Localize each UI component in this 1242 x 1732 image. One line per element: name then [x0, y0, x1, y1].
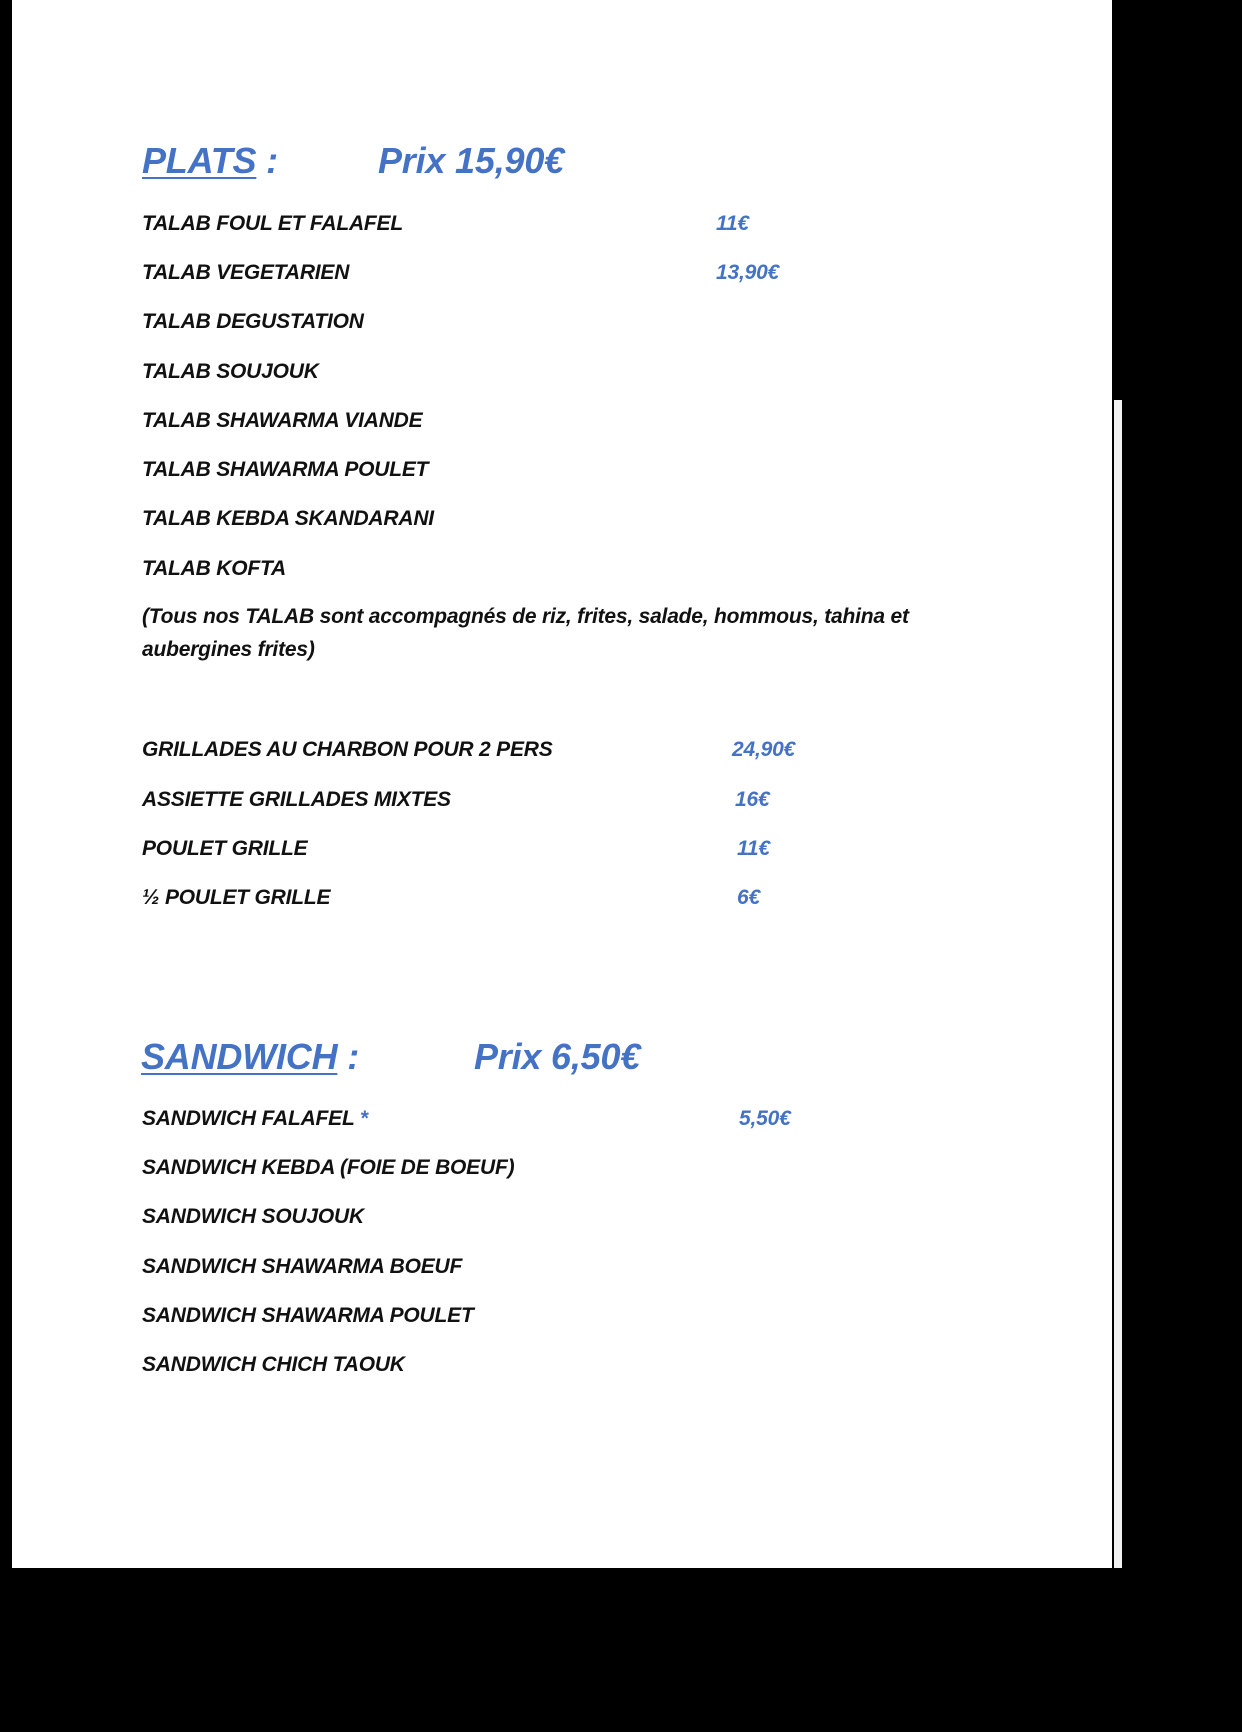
sandwich-heading — [141, 1036, 359, 1078]
plats-heading-label: PLATS — [142, 140, 257, 181]
grillade-item-name: ASSIETTE GRILLADES MIXTES — [142, 788, 451, 811]
sandwich-heading-colon: : — [337, 1036, 359, 1077]
plats-item-name: TALAB VEGETARIEN — [142, 261, 350, 284]
grillade-item-name: POULET GRILLE — [142, 837, 308, 860]
sandwich-item-name: SANDWICH KEBDA (FOIE DE BOEUF) — [142, 1156, 515, 1179]
plats-item-name: TALAB DEGUSTATION — [142, 310, 364, 333]
sandwich-item-name: SANDWICH SOUJOUK — [142, 1205, 364, 1228]
grillade-item-price: 16€ — [735, 788, 770, 811]
plats-item-price: 11€ — [716, 212, 749, 235]
plats-item-name: TALAB SHAWARMA POULET — [142, 458, 429, 481]
page-edge — [1112, 0, 1124, 1568]
grillade-item-name: GRILLADES AU CHARBON POUR 2 PERS — [142, 738, 553, 761]
sandwich-item-name: SANDWICH CHICH TAOUK — [142, 1353, 405, 1376]
asterisk-marker: * — [354, 1107, 368, 1130]
grillade-item-price: 11€ — [737, 837, 770, 860]
plats-note: (Tous nos TALAB sont accompagnés de riz, frites, salade, hommous, tahina et aubergines frites) — [142, 605, 909, 661]
plats-item-name: TALAB KOFTA — [142, 557, 286, 580]
menu-page — [12, 0, 1112, 1568]
plats-heading-colon: : — [256, 140, 278, 181]
plats-item-name: TALAB KEBDA SKANDARANI — [142, 507, 434, 530]
sandwich-item-label: SANDWICH FALAFEL — [142, 1107, 355, 1130]
plats-item-name: TALAB SHAWARMA VIANDE — [142, 409, 423, 432]
plats-heading-price: Prix 15,90€ — [378, 140, 564, 181]
sandwich-item-price: 5,50€ — [739, 1107, 791, 1130]
plats-item-price: 13,90€ — [716, 261, 780, 284]
sandwich-heading-price: Prix 6,50€ — [474, 1036, 641, 1077]
grillade-item-price: 6€ — [737, 886, 760, 909]
plats-heading — [142, 140, 278, 182]
page-edge-light — [1114, 400, 1122, 1568]
grillade-item-name: ½ POULET GRILLE — [142, 886, 331, 909]
sandwich-heading-label: SANDWICH — [141, 1036, 338, 1077]
sandwich-item-name: SANDWICH SHAWARMA POULET — [142, 1304, 474, 1327]
sandwich-item-name — [142, 1107, 368, 1131]
plats-item-name: TALAB SOUJOUK — [142, 360, 319, 383]
plats-item-name: TALAB FOUL ET FALAFEL — [142, 212, 403, 235]
sandwich-item-name: SANDWICH SHAWARMA BOEUF — [142, 1255, 463, 1278]
grillade-item-price: 24,90€ — [732, 738, 796, 761]
